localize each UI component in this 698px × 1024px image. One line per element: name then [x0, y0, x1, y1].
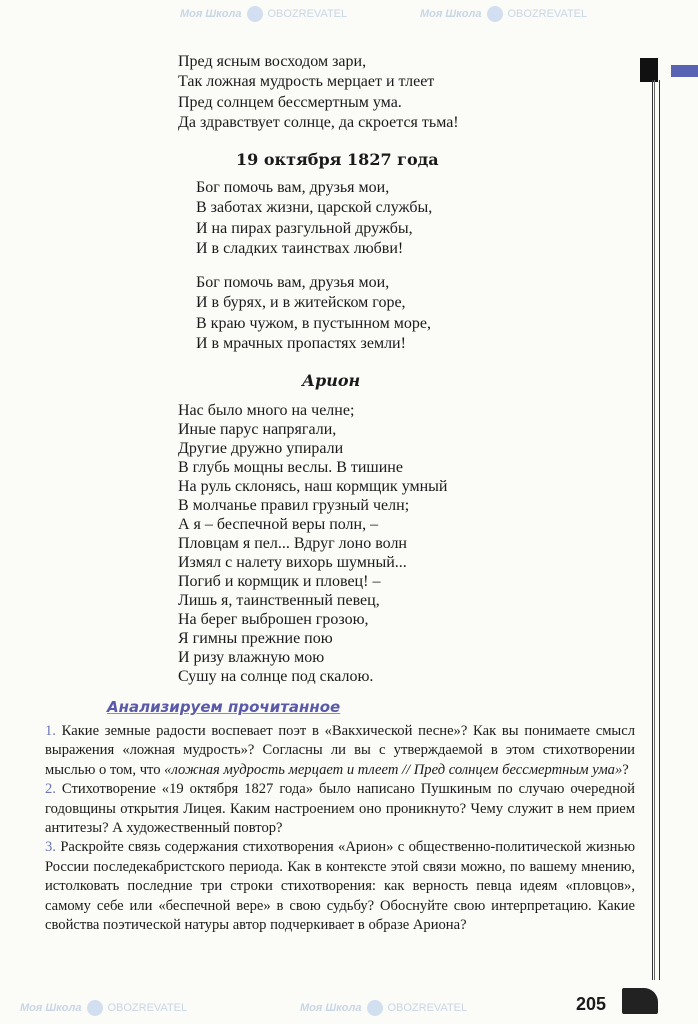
page-border-rail	[652, 80, 660, 980]
watermark-logo-icon	[87, 1000, 103, 1016]
quotation: «ложная мудрость мерцает и тлеет // Пред солнцем бессмертным ума»	[164, 761, 623, 778]
verse-line: Да здравствует солнце, да скроется тьма!	[178, 114, 459, 132]
watermark-brand: OBOZREVATEL	[507, 8, 588, 20]
watermark	[180, 6, 347, 22]
watermark	[20, 1000, 187, 1016]
verse-line: Сушу на солнце под скалою.	[178, 668, 374, 685]
watermark	[420, 6, 587, 22]
verse-line: Я гимны прежние пою	[178, 630, 333, 647]
verse-line: А я – беспечной веры полн, –	[178, 516, 379, 533]
chapter-tab-marker	[671, 65, 698, 77]
question-number: 2.	[45, 781, 56, 798]
verse-line: Измял с налету вихорь шумный...	[178, 554, 407, 571]
verse-line: Пловцам я пел... Вдруг лоно волн	[178, 535, 407, 552]
verse-line: Так ложная мудрость мерцает и тлеет	[178, 73, 435, 91]
verse-line: И в бурях, и в житейском горе,	[196, 294, 406, 312]
poem-title: Арион	[302, 371, 361, 390]
verse-line: В глубь мощны веслы. В тишине	[178, 459, 403, 476]
watermark-school: Моя Школа	[300, 1002, 362, 1014]
watermark	[300, 1000, 467, 1016]
question-number: 1.	[45, 723, 56, 739]
section-heading: Анализируем прочитанное	[107, 698, 341, 716]
verse-line: На берег выброшен грозою,	[178, 611, 369, 628]
watermark-brand: OBOZREVATEL	[387, 1002, 468, 1014]
verse-line: Лишь я, таинственный певец,	[178, 592, 380, 609]
poem2-stanza-1	[196, 178, 432, 260]
verse-line: На руль склонясь, наш кормщик умный	[178, 478, 448, 495]
verse-line: Другие дружно упирали	[178, 440, 344, 457]
watermark-logo-icon	[247, 6, 263, 22]
verse-line: Погиб и кормщик и пловец! –	[178, 573, 381, 590]
question-text: Стихотворение «19 октября 1827 года» было написано Пушкиным по случаю очередной годовщины открытия Лицея. Каким настроением оно проникнуто? Чему служит в нем прием антитезы? А художественный повтор?	[45, 781, 635, 837]
question-end: ?	[622, 761, 629, 778]
question-number: 3.	[45, 839, 56, 856]
ornament-icon	[640, 58, 658, 82]
verse-line: Пред солнцем бессмертным ума.	[178, 93, 402, 111]
verse-line: И в мрачных пропастях земли!	[196, 335, 406, 353]
poem3-text	[178, 401, 447, 686]
verse-line: Иные парус напрягали,	[178, 421, 337, 438]
verse-line: Бог помочь вам, друзья мои,	[196, 179, 390, 196]
question-text: Какие земные радости воспевает поэт в «Вакхической песне»? Как вы понимаете смысл выражения «ложная мудрость»? Согласны ли вы с утверждаемой в этом стихотворении мыслью о том, что	[45, 723, 635, 778]
question-3	[45, 838, 635, 935]
poem1-ending	[178, 52, 459, 134]
verse-line: В краю чужом, в пустынном море,	[196, 314, 431, 332]
watermark-school: Моя Школа	[420, 8, 482, 20]
questions	[45, 722, 635, 935]
verse-line: В молчанье правил грузный челн;	[178, 497, 410, 514]
verse-line: И на пирах разгульной дружбы,	[196, 219, 413, 237]
verse-line: Пред ясным восходом зари,	[178, 53, 367, 70]
question-2	[45, 780, 635, 838]
watermark-school: Моя Школа	[180, 8, 242, 20]
poem-title: 19 октября 1827 года	[236, 150, 439, 169]
verse-line: И ризу влажную мою	[178, 649, 325, 666]
watermark-brand: OBOZREVATEL	[107, 1002, 188, 1014]
watermark-logo-icon	[487, 6, 503, 22]
verse-line: Бог помочь вам, друзья мои,	[196, 274, 390, 291]
page-number: 205	[576, 994, 607, 1014]
verse-line: В заботах жизни, царской службы,	[196, 199, 433, 217]
watermark-brand: OBOZREVATEL	[267, 8, 348, 20]
question-text: Раскройте связь содержания стихотворения «Арион» с общественно-политической жизнью России последекабристского периода. Как в контексте этой связи можно, по вашему мнению, истолковать последние три строки стихотворения: как верность певца идеям «пловцов», самому себе или «беспечной вере» в свою судьбу? Обоснуйте свою интерпретацию. Какие свойства поэтической натуры автор подчеркивает в образе Ариона?	[45, 839, 635, 934]
verse-line: Нас было много на челне;	[178, 402, 355, 419]
verse-line: И в сладких таинствах любви!	[196, 240, 404, 258]
question-1	[45, 722, 635, 780]
poem2-stanza-2	[196, 273, 431, 355]
ornament-icon	[622, 988, 658, 1014]
watermark-logo-icon	[367, 1000, 383, 1016]
watermark-school: Моя Школа	[20, 1002, 82, 1014]
